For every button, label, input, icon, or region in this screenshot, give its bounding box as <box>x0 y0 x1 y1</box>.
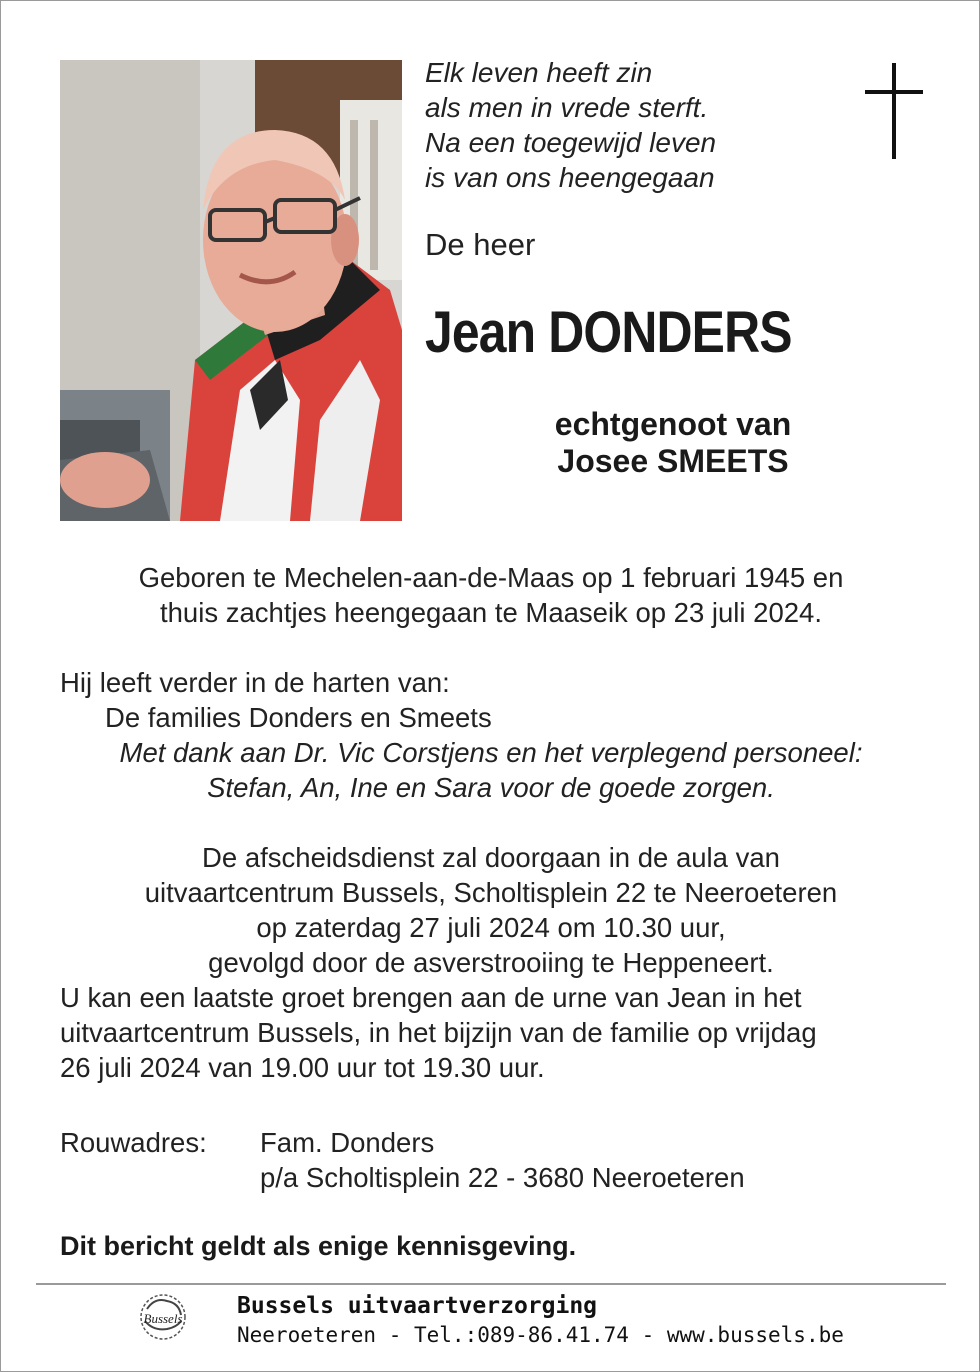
family-intro: Hij leeft verder in de harten van: <box>60 667 450 698</box>
spouse-block <box>473 406 873 480</box>
poem-line: Na een toegewijd leven <box>425 127 717 158</box>
bussels-logo <box>133 1291 193 1347</box>
spouse-relation: echtgenoot van <box>554 406 792 442</box>
address-block <box>260 1125 745 1195</box>
service-line: De afscheidsdienst zal doorgaan in de aula van <box>202 842 780 873</box>
poem <box>425 55 716 195</box>
visit-line: U kan een laatste groet brengen aan de urne van Jean in het <box>60 982 802 1013</box>
visit-line: 26 juli 2024 van 19.00 uur tot 19.30 uur. <box>60 1052 545 1083</box>
deceased-name: Jean DONDERS <box>425 300 792 365</box>
portrait-photo <box>60 60 402 521</box>
service-line: op zaterdag 27 juli 2024 om 10.30 uur, <box>256 912 726 943</box>
visit-text <box>60 980 817 1085</box>
company-name: Bussels uitvaartverzorging <box>237 1293 598 1319</box>
svg-text:Bussels: Bussels <box>143 1311 183 1326</box>
company-contact: Neeroeteren - Tel.:089-86.41.74 - www.bussels.be <box>237 1323 844 1347</box>
closing-notice: Dit bericht geldt als enige kennisgeving. <box>60 1231 577 1261</box>
poem-line: Elk leven heeft zin <box>425 57 653 88</box>
address-line: Fam. Donders <box>260 1127 435 1158</box>
birth-line: Geboren te Mechelen-aan-de-Maas op 1 februari 1945 en <box>138 562 844 593</box>
cross-icon <box>865 63 923 159</box>
service-line: gevolgd door de asverstrooiing te Heppeneert. <box>208 947 774 978</box>
service-text <box>1 840 980 980</box>
thanks-line: Stefan, An, Ine en Sara voor de goede zorgen. <box>207 772 775 803</box>
spouse-name: Josee SMEETS <box>557 443 789 479</box>
divider <box>36 1283 946 1285</box>
address-line: p/a Scholtisplein 22 - 3680 Neeroeteren <box>260 1162 745 1193</box>
visit-line: uitvaartcentrum Bussels, in het bijzijn van de familie op vrijdag <box>60 1017 817 1048</box>
thanks-line: Met dank aan Dr. Vic Corstjens en het verplegend personeel: <box>119 737 863 768</box>
death-line: thuis zachtjes heengegaan te Maaseik op 23 juli 2024. <box>160 597 822 628</box>
birth-death-text <box>1 560 980 630</box>
honorific: De heer <box>425 227 536 262</box>
family-names: De families Donders en Smeets <box>105 702 492 733</box>
poem-line: als men in vrede sterft. <box>425 92 709 123</box>
thanks-text <box>1 735 980 805</box>
service-line: uitvaartcentrum Bussels, Scholtisplein 22 te Neeroeteren <box>144 877 838 908</box>
address-label: Rouwadres: <box>60 1127 207 1158</box>
poem-line: is van ons heengegaan <box>425 162 715 193</box>
